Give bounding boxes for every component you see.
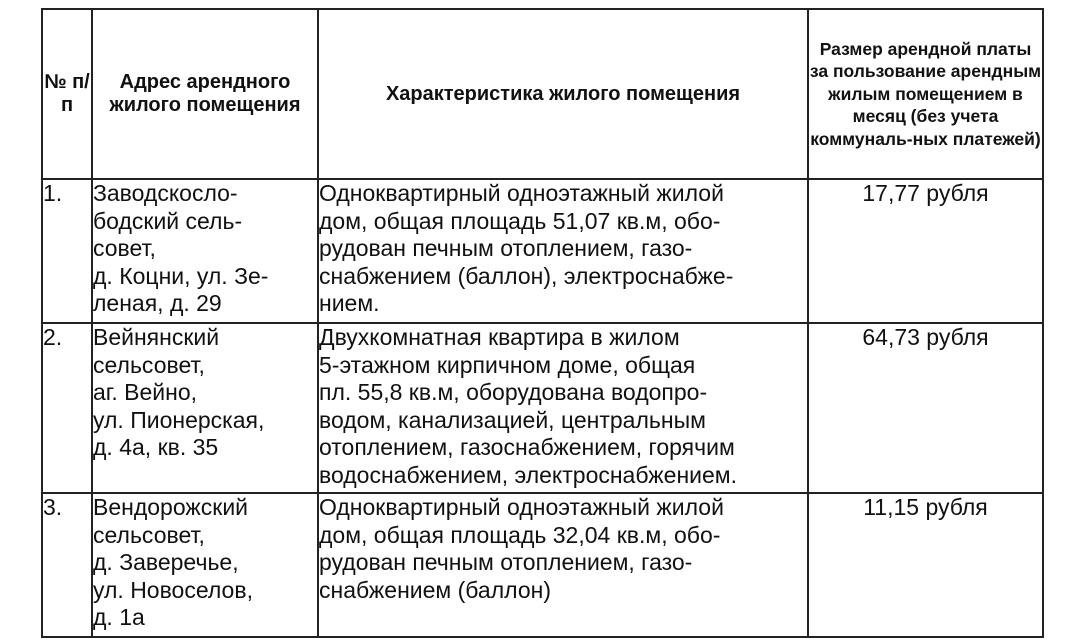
row-characteristic: Двухкомнатная квартира в жилом 5-этажном кирпичном доме, общая пл. 55,8 кв.м, оборудована водопро- водом, канализацией, центральным отоплением, газоснабжением, горячим водоснабжением, электроснабжением. — [318, 323, 808, 493]
header-row — [42, 9, 1043, 179]
row-address: Вендорожский сельсовет, д. Заверечье, ул. Новоселов, д. 1а — [92, 493, 318, 637]
row-number: 3. — [42, 493, 92, 637]
row-address: Вейнянский сельсовет, аг. Вейно, ул. Пионерская, д. 4а, кв. 35 — [92, 323, 318, 493]
table-row — [42, 323, 1043, 493]
row-characteristic: Одноквартирный одноэтажный жилой дом, общая площадь 51,07 кв.м, обо- рудован печным отоплением, газо- снабжением (баллон), электроснабже- нием. — [318, 179, 808, 323]
table-row — [42, 179, 1043, 323]
row-address: Заводскосло- бодский сель- совет, д. Коцни, ул. Зе- леная, д. 29 — [92, 179, 318, 323]
header-address: Адрес арендного жилого помещения — [92, 9, 318, 179]
table-row — [42, 493, 1043, 637]
header-rent: Размер арендной платы за пользование арендным жилым помещением в месяц (без учета коммуналь-ных платежей) — [808, 9, 1043, 179]
header-characteristic: Характеристика жилого помещения — [318, 9, 808, 179]
rental-housing-table — [41, 8, 1044, 638]
row-rent: 11,15 рубля — [808, 493, 1043, 637]
row-rent: 17,77 рубля — [808, 179, 1043, 323]
header-number: № п/п — [42, 9, 92, 179]
row-characteristic: Одноквартирный одноэтажный жилой дом, общая площадь 32,04 кв.м, обо- рудован печным отоплением, газо- снабжением (баллон) — [318, 493, 808, 637]
row-number: 2. — [42, 323, 92, 493]
row-number: 1. — [42, 179, 92, 323]
row-rent: 64,73 рубля — [808, 323, 1043, 493]
